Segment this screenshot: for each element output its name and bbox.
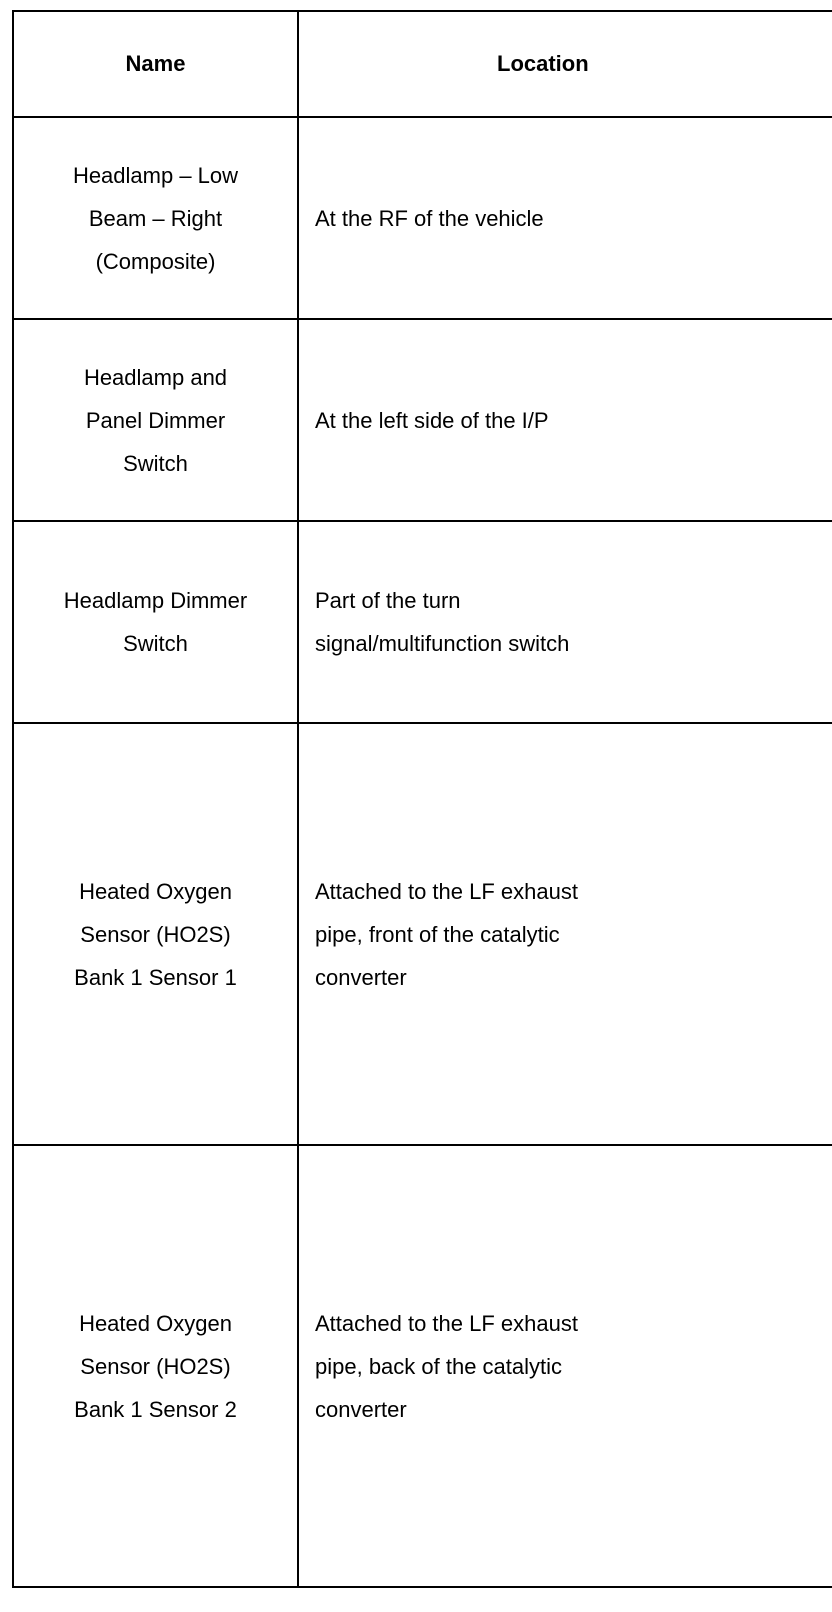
table-header-row (13, 11, 832, 117)
component-name-line: Headlamp and (83, 364, 228, 390)
component-name-cell (13, 1145, 298, 1587)
component-location-cell: Attached to the LF exhaust pipe, front of the catalytic converter (298, 723, 832, 1145)
component-name-line: Beam – Right (88, 205, 223, 231)
component-name-line: Headlamp Dimmer (63, 588, 248, 613)
component-name-line: Switch (123, 631, 188, 656)
table-row (13, 521, 832, 723)
component-name-line: Sensor (HO2S) (80, 1353, 231, 1379)
component-name-line: Heated Oxygen (79, 1310, 232, 1336)
component-name-cell (13, 521, 298, 723)
component-name-line: Heated Oxygen (79, 878, 232, 904)
component-name-cell (13, 319, 298, 521)
component-name-line: Headlamp – Low (72, 162, 239, 188)
component-location-table (12, 10, 832, 1588)
header-location: Location (298, 11, 832, 117)
component-name-cell (13, 117, 298, 319)
table-row (13, 319, 832, 521)
component-location-cell: At the left side of the I/P (298, 319, 832, 521)
header-name: Name (13, 11, 298, 117)
table-row (13, 117, 832, 319)
component-name-line: Bank 1 Sensor 1 (74, 964, 237, 990)
component-location-cell: Attached to the LF exhaust pipe, back of the catalytic converter (298, 1145, 832, 1587)
component-name-line: Bank 1 Sensor 2 (74, 1396, 237, 1422)
component-location-cell: At the RF of the vehicle (298, 117, 832, 319)
component-name-line: Panel Dimmer (85, 407, 226, 433)
component-name-line: Sensor (HO2S) (80, 921, 231, 947)
table-row (13, 1145, 832, 1587)
component-name-line: (Composite) (95, 248, 216, 274)
component-name-cell (13, 723, 298, 1145)
component-location-cell: Part of the turn signal/multifunction switch (298, 521, 832, 723)
component-name-line: Switch (123, 450, 188, 476)
table-row (13, 723, 832, 1145)
